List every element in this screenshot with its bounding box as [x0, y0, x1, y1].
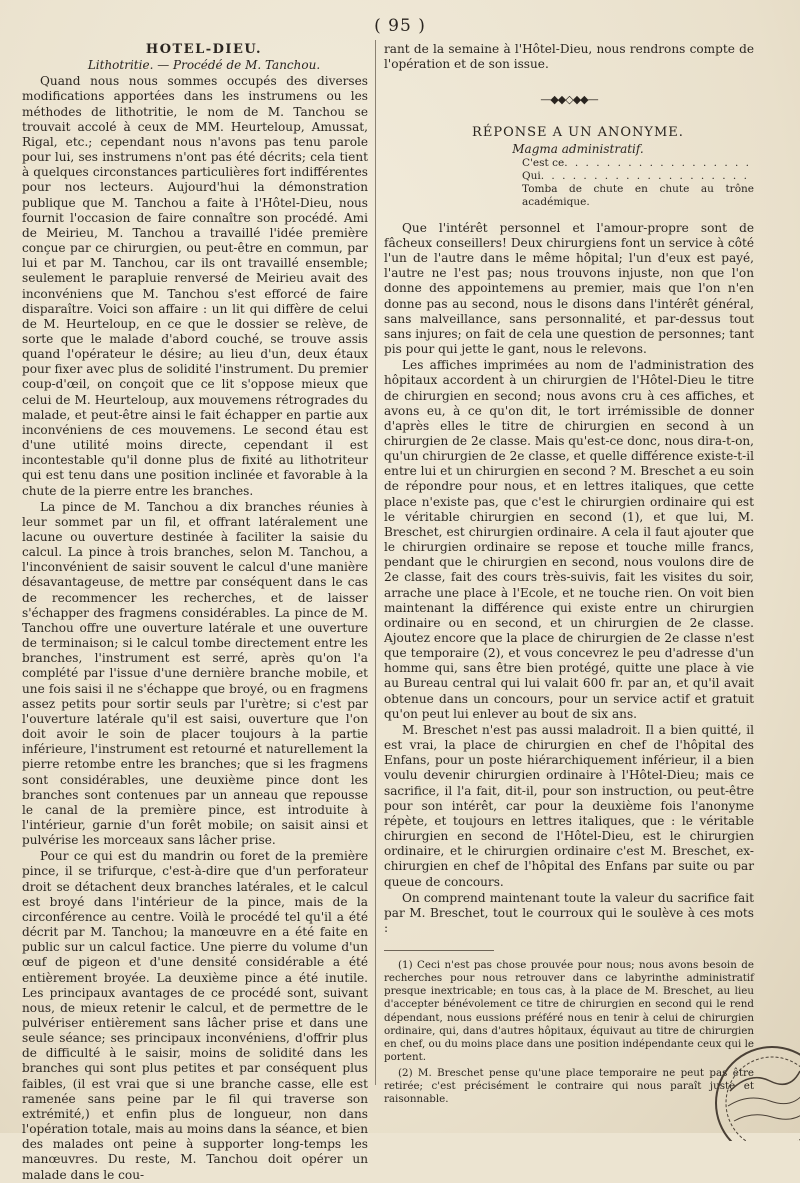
paragraph: La pince de M. Tanchou a dix branches réunies à leur sommet par un fil, et offrant latéralement une lacune ou ouverture destinée à faciliter la saisie du calcul. La pince à trois branches, selon M. Tanchou, a l'inconvénient de saisir souvent le calcul d'une manière désavantageuse, de mettre par conséquent dans le cas de recommencer les recherches, et de laisser s'échapper des fragmens considérables. La pince de M. Tanchou offre une ouverture latérale et une ouverture de terminaison; si le calcul tombe directement entre les branches, l'instrument est serré, après qu'on l'a complété par l'issue d'une dernière branche mobile, et une fois saisi il ne s'échappe que broyé, ou en fragmens assez petits pour sortir seuls par l'urètre; si c'est par l'ouverture latérale qu'il est saisi, ouverture que l'on doit avoir le soin de placer toujours à la partie inférieure, l'instrument est retourné et naturellement la pierre retombe entre les branches; que si les fragmens sont considérables, une deuxième pince dont les branches sont contenues par un anneau que repousse le canal de la première pince, est introduite à l'intérieur, garnie d'un forêt mobile; on saisit ainsi et pulvérise les morceaux sans lâcher prise.: [22, 499, 368, 848]
column-divider: [375, 40, 376, 1085]
right-column: [384, 42, 754, 1109]
paragraph: Pour ce qui est du mandrin ou foret de la première pince, il se trifurque, c'est-à-dire que d'un perforateur droit se détachent deux branches latérales, et le calcul est broyé dans l'intérieur de la pince, mais de la circonférence au centre. Voilà le procédé tel qu'il a été décrit par M. Tanchou; la manœuvre en a été faite en public sur un calcul factice. Une pierre du volume d'un œuf de pigeon et d'une densité considérable a été entièrement broyée. La deuxième pince a été inutile. Les principaux avantages de ce procédé sont, suivant nous, de mieux retenir le calcul, et de permettre de le pulvériser entièrement sans lâcher prise et dans une seule séance; ses principaux inconvéniens, d'offrir plus de difficulté à le saisir, moins de solidité dans les branches qui sont plus petites et par conséquent plus faibles, (il est vrai que si une branche casse, elle est ramenée sans peine par le fil qui traverse son extrémité,) et enfin plus de longueur, non dans l'opération totale, mais au moins dans la séance, et bien des malades ont peine à supporter long-temps les manœuvres. Du reste, M. Tanchou doit opérer un malade dans le cou-: [22, 849, 368, 1182]
article-heading-hotel-dieu: HOTEL-DIEU.: [145, 42, 263, 57]
continuation-paragraph: rant de la semaine à l'Hôtel-Dieu, nous rendrons compte de l'opération et de son issue.: [384, 42, 754, 72]
paragraph: M. Breschet n'est pas aussi maladroit. Il a bien quitté, il est vrai, la place de chirurgien en chef de l'hôpital des Enfans, pour un poste hiérarchiquement inférieur, il a bien voulu devenir chirurgien ordinaire à l'Hôtel-Dieu; mais ce sacrifice, il l'a fait, dit-il, pour son instruction, ou peut-être pour son intérêt, car pour la deuxième fois l'anonyme répète, et toujours en lettres italiques, que : le véritable chirurgien en second de l'Hôtel-Dieu, est le chirurgien ordinaire, et le chirurgien ordinaire c'est M. Breschet, ex-chirurgien en chef de l'hôpital des Enfans par suite ou par queue de concours.: [384, 722, 754, 889]
article-subheading-lithotritie: Lithotritie. — Procédé de M. Tanchou.: [87, 58, 321, 73]
epigraph-line: [522, 170, 754, 183]
epigraph: [522, 157, 754, 209]
leader-dots: [541, 170, 754, 183]
paragraph: On comprend maintenant toute la valeur du sacrifice fait par M. Breschet, tout le courroux qui le soulève à ces mots :: [384, 890, 754, 935]
footnote: (1) Ceci n'est pas chose prouvée pour nous; nous avons besoin de recherches pour nous retrouver dans ce labyrinthe administratif presque inextricable; en tous cas, à la place de M. Breschet, au lieu d'accepter bénévolement ce titre de chirurgien en second qui le rend dépendant, nous eussions préféré nous en tenir à celui de chirurgien ordinaire, qui, dans d'autres hôpitaux, équivaut au titre de chirurgien en chef, ou du moins place dans une position indépendante ceux qui le portent.: [384, 959, 754, 1063]
leader-dots: [564, 157, 754, 170]
article-heading-reponse: RÉPONSE A UN ANONYME.: [472, 125, 684, 141]
left-column: [22, 42, 368, 1183]
epigraph-text: C'est ce: [522, 156, 565, 169]
article-subheading-magma: Magma administratif.: [512, 141, 644, 156]
footnote-rule: [384, 950, 494, 951]
paragraph: Quand nous nous sommes occupés des diverses modifications apportées dans les instrumens ou les méthodes de lithotritie, le nom de M. Tanchou se trouvait accolé à ceux de MM. Heurteloup, Amussat, Rigal, etc.; cependant nous n'avons pas tenu parole pour lui, ses instrumens n'ont pas été décrits; cela tient à quelques circonstances particulières fort indifférentes pour nos lecteurs. Aujourd'hui la démonstration publique que M. Tanchou a faite à l'Hôtel-Dieu, nous fournit l'occasion de faire connaître son procédé. Ami de Meirieu, M. Tanchou a travaillé l'idée première conçue par ce chirurgien, ou peut-être en commun, par lui et par M. Tanchou, car ils ont travaillé ensemble; seulement le parapluie renversé de Meirieu avait des inconvéniens que M. Tanchou s'est efforcé de faire disparaître. Voici son affaire : un lit qui diffère de celui de M. Heurteloup, en ce que le dossier se relève, de sorte que le malade d'abord couché, se trouve assis quand l'opérateur le désire; au lieu d'un, deux étaux pour fixer avec plus de solidité l'instrument. Du premier coup-d'œil, on conçoit que ce lit s'oppose mieux que celui de M. Heurteloup, aux mouvemens rétrogrades du malade, et peut-être ainsi le fait échapper en partie aux inconvéniens de ces mouvemens. Le second étau est d'une utilité moins directe, cependant il est incontestable qu'il donne plus de fixité au lithotriteur qui est tenu dans une position inclinée et favorable à la chute de la pierre entre les branches.: [22, 74, 368, 498]
epigraph-line: [522, 157, 754, 170]
footnote: (2) M. Breschet pense qu'une place temporaire ne peut pas être retirée; c'est précisément le contraire qui nous paraît juste et raisonnable.: [384, 1066, 754, 1106]
paragraph: Les affiches imprimées au nom de l'administration des hôpitaux accordent à un chirurgien de l'Hôtel-Dieu le titre de chirurgien en second; nous avons cru à ces affiches, et avons eu, à ce qu'on dit, le tort irrémissible de donner d'après elles le titre de chirurgien en second à un chirurgien de 2e classe. Mais qu'est-ce donc, nous dira-t-on, qu'un chirurgien de 2e classe, et quelle différence existe-t-il entre lui et un chirurgien en second ? M. Breschet a eu soin de répondre pour nous, et en lettres italiques, que cette place n'existe pas, que c'est le chirurgien ordinaire qui est le véritable chirurgien en second (1), et que lui, M. Breschet, est chirurgien ordinaire. A cela il faut ajouter que le chirurgien ordinaire se repose et touche mille francs, pendant que le chirurgien en second, nous voulons dire de 2e classe, fait des cours très-suivis, fait les visites du soir, arrache une place à l'Ecole, et ne touche rien. On voit bien maintenant la différence qui existe entre un chirurgien ordinaire ou en second, et un chirurgien de 2e classe. Ajoutez encore que la place de chirurgien de 2e classe n'est que temporaire (2), et vous concevrez le peu d'adresse d'un homme qui, sans être bien protégé, quitte une place à vie au Bureau central qui lui valait 600 fr. par an, et qu'il avait obtenue dans un concours, pour un service actif et gratuit qu'on peut lui enlever au bout de six ans.: [384, 358, 754, 721]
section-ornament: —◆◆◇◆◆—: [540, 93, 598, 107]
epigraph-text: Qui: [522, 169, 541, 182]
library-stamp-icon: [700, 1031, 800, 1141]
epigraph-attribution: Tomba de chute en chute au trône académique.: [522, 182, 754, 208]
footnotes: [384, 959, 754, 1106]
page-number: ( 95 ): [374, 16, 426, 36]
paragraph: Que l'intérêt personnel et l'amour-propre sont de fâcheux conseillers! Deux chirurgiens font un service à côté l'un de l'autre dans le même hôpital; l'un d'eux est payé, l'autre ne l'est pas; nous trouvons injuste, non que l'on donne des appointemens au premier, mais que l'on n'en donne pas au second, nous le disons dans l'intérêt général, sans malveillance, sans personnalité, et par-dessus tout sans injures; on fait de cela une question de personnes; tant pis pour qui jette le gant, nous le relevons.: [384, 220, 754, 357]
